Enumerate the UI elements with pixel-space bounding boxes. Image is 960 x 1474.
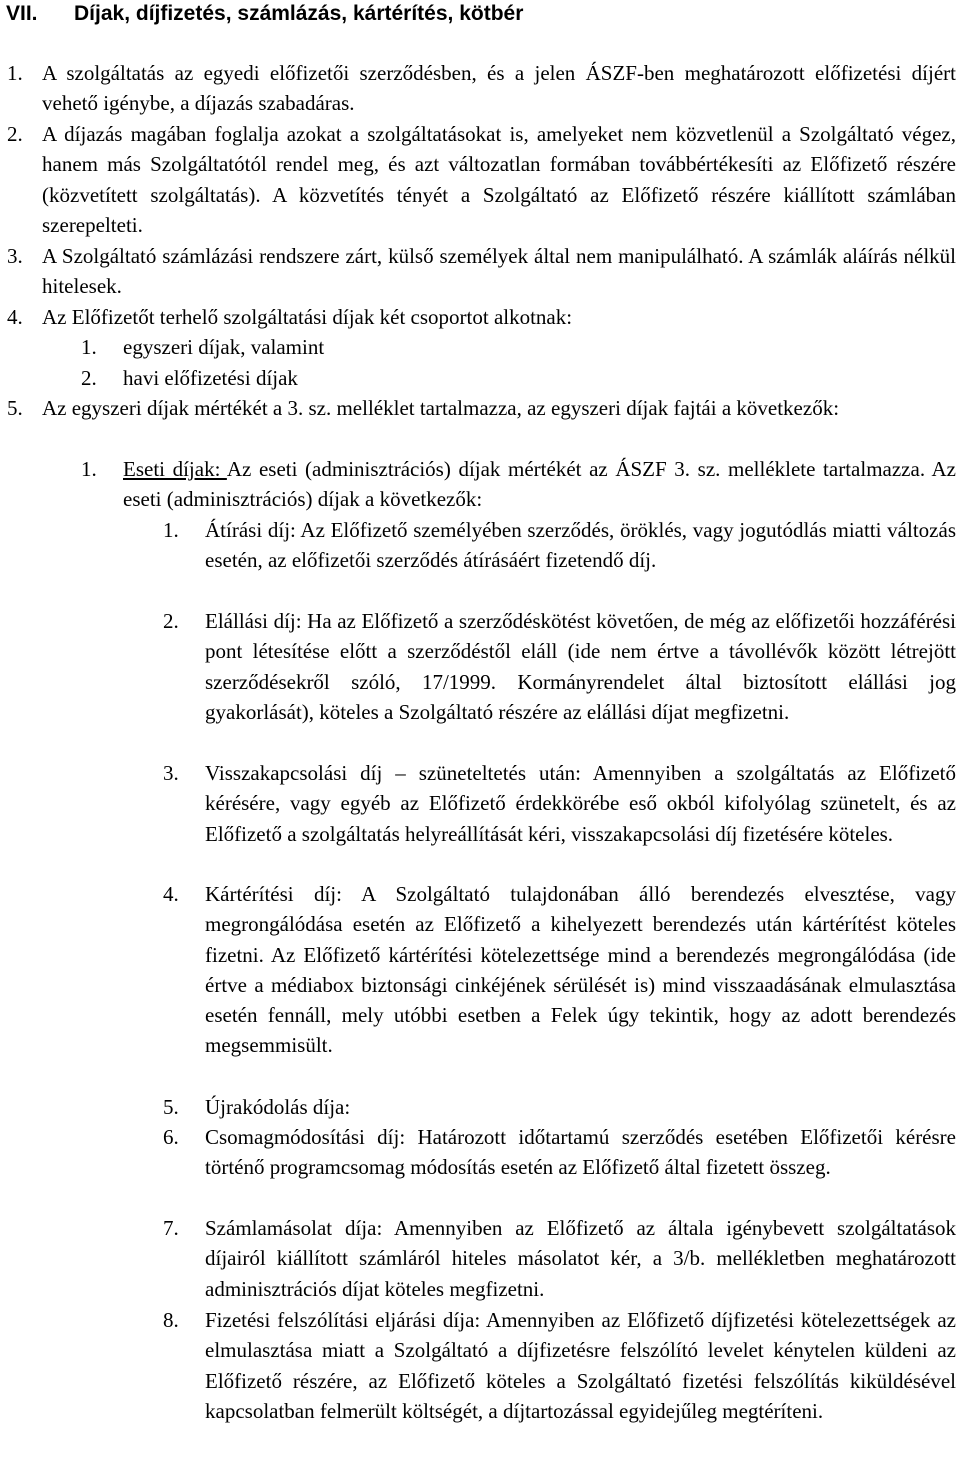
fee-text: Elállási díj: Ha az Előfizető a szerződéskötést követően, de még az előfizetői hozzáférési pont létesítése előtt a szerződéstől eláll (ide nem értve a távollévők között létrejött szerződésekről szóló, 17/1999. Kormányrendelet által biztosított elállási jog gyakorlását), köteles a Szolgáltató részére az elállási díjat megfizetni. — [205, 609, 956, 724]
eseti-text: Az eseti (adminisztrációs) díjak mértékét az ÁSZF 3. sz. melléklete tartalmazza. Az eseti (adminisztrációs) díjak a következők: — [123, 457, 956, 512]
fee-number: 7. — [163, 1216, 179, 1240]
eseti-dijak — [81, 454, 956, 515]
fee-group-number: 1. — [81, 335, 97, 359]
clause-2 — [7, 119, 956, 240]
fee-item-2 — [163, 606, 956, 727]
clause-text: Az Előfizetőt terhelő szolgáltatási díjak két csoportot alkotnak: — [42, 305, 573, 329]
clause-text: A szolgáltatás az egyedi előfizetői szerződésben, és a jelen ÁSZF-ben meghatározott előfizetési díjért vehető igénybe, a díjazás szabadáras. — [42, 61, 956, 116]
clause-text: A díjazás magában foglalja azokat a szolgáltatásokat is, amelyeket nem közvetlenül a Szolgáltató végez, hanem más Szolgáltatótól rendel meg, és azt változatlan formában továbbértékesíti az Előfizető részére (közvetített szolgáltatás). A közvetítés tényét a Szolgáltató az Előfizető részére kiállított számlában szerepelteti. — [42, 122, 956, 237]
fee-item-8 — [163, 1305, 956, 1426]
clause-5 — [7, 393, 956, 423]
fee-text: Kártérítési díj: A Szolgáltató tulajdonában álló berendezés elvesztése, vagy megrongálódása esetén az Előfizető a kihelyezett berendezés után kártérítést köteles fizetni. Az Előfizető kártérítési kötelezettsége mind a berendezés megrongálódása (ide értve a médiabox biztonsági cinkéjének sérülését is) mind visszaadásának elmulasztása esetén fennáll, mely utóbbi esetben a Felek úgy tekintik, hogy az adott berendezés megsemmisült. — [205, 882, 956, 1058]
fee-text: Újrakódolás díja: — [205, 1095, 351, 1119]
fee-item-5 — [163, 1092, 956, 1122]
fee-text: Számlamásolat díja: Amennyiben az Előfizető az általa igénybevett szolgáltatások díjairól kiállított számláról hiteles másolatot kér, a 3/b. mellékletben meghatározott adminisztrációs díjat köteles megfizetni. — [205, 1216, 956, 1301]
fee-item-1 — [163, 515, 956, 576]
fee-item-4 — [163, 879, 956, 1061]
fee-number: 8. — [163, 1308, 179, 1332]
fee-number: 4. — [163, 882, 179, 906]
fee-text: Fizetési felszólítási eljárási díja: Amennyiben az Előfizető díjfizetési kötelezettségek az elmulasztása miatt a Szolgáltató a díjfizetésre felszólító levelet kénytelen küldeni az Előfizető részére, az Előfizető köteles a Szolgáltató fizetési felszólítás kiküldésével kapcsolatban felmerült költségét, a díjtartozással egyidejűleg megtéríteni. — [205, 1308, 956, 1423]
eseti-number: 1. — [81, 457, 97, 481]
fee-group-text: egyszeri díjak, valamint — [123, 335, 325, 359]
fee-number: 2. — [163, 609, 179, 633]
section-heading — [6, 2, 523, 26]
clause-number: 5. — [7, 396, 23, 420]
clause-text: A Szolgáltató számlázási rendszere zárt, külső személyek által nem manipulálható. A számlák aláírás nélkül hitelesek. — [42, 244, 956, 299]
fee-group-2 — [81, 363, 956, 393]
clause-number: 2. — [7, 122, 23, 146]
fee-item-7 — [163, 1213, 956, 1304]
clause-4 — [7, 302, 956, 332]
clause-3 — [7, 241, 956, 302]
fee-number: 3. — [163, 761, 179, 785]
fee-group-text: havi előfizetési díjak — [123, 366, 298, 390]
section-title: Díjak, díjfizetés, számlázás, kártérítés, kötbér — [74, 2, 524, 25]
fee-group-1 — [81, 332, 956, 362]
fee-group-number: 2. — [81, 366, 97, 390]
fee-text: Átírási díj: Az Előfizető személyében szerződés, öröklés, vagy jogutódlás miatti változás esetén, az előfizetői szerződés átírásáért fizetendő díj. — [205, 518, 956, 573]
fee-number: 5. — [163, 1095, 179, 1119]
eseti-label: Eseti díjak: — [123, 457, 227, 481]
fee-number: 1. — [163, 518, 179, 542]
fee-item-3 — [163, 758, 956, 849]
clause-1 — [7, 58, 956, 119]
clause-text: Az egyszeri díjak mértékét a 3. sz. melléklet tartalmazza, az egyszeri díjak fajtái a következők: — [42, 396, 840, 420]
fee-item-6 — [163, 1122, 956, 1183]
fee-text: Visszakapcsolási díj – szüneteltetés után: Amennyiben a szolgáltatás az Előfizető kérésére, vagy egyéb az Előfizető érdekkörébe eső okból kifolyólag szünetelt, és az Előfizető a szolgáltatás helyreállítását kéri, visszakapcsolási díj fizetésére köteles. — [205, 761, 956, 846]
clause-number: 4. — [7, 305, 23, 329]
fee-text: Csomagmódosítási díj: Határozott időtartamú szerződés esetében Előfizetői kérésre történő programcsomag módosítás esetén az Előfizető által fizetett összeg. — [205, 1125, 956, 1180]
clause-number: 1. — [7, 61, 23, 85]
fee-number: 6. — [163, 1125, 179, 1149]
clause-number: 3. — [7, 244, 23, 268]
section-number: VII. — [6, 2, 38, 25]
